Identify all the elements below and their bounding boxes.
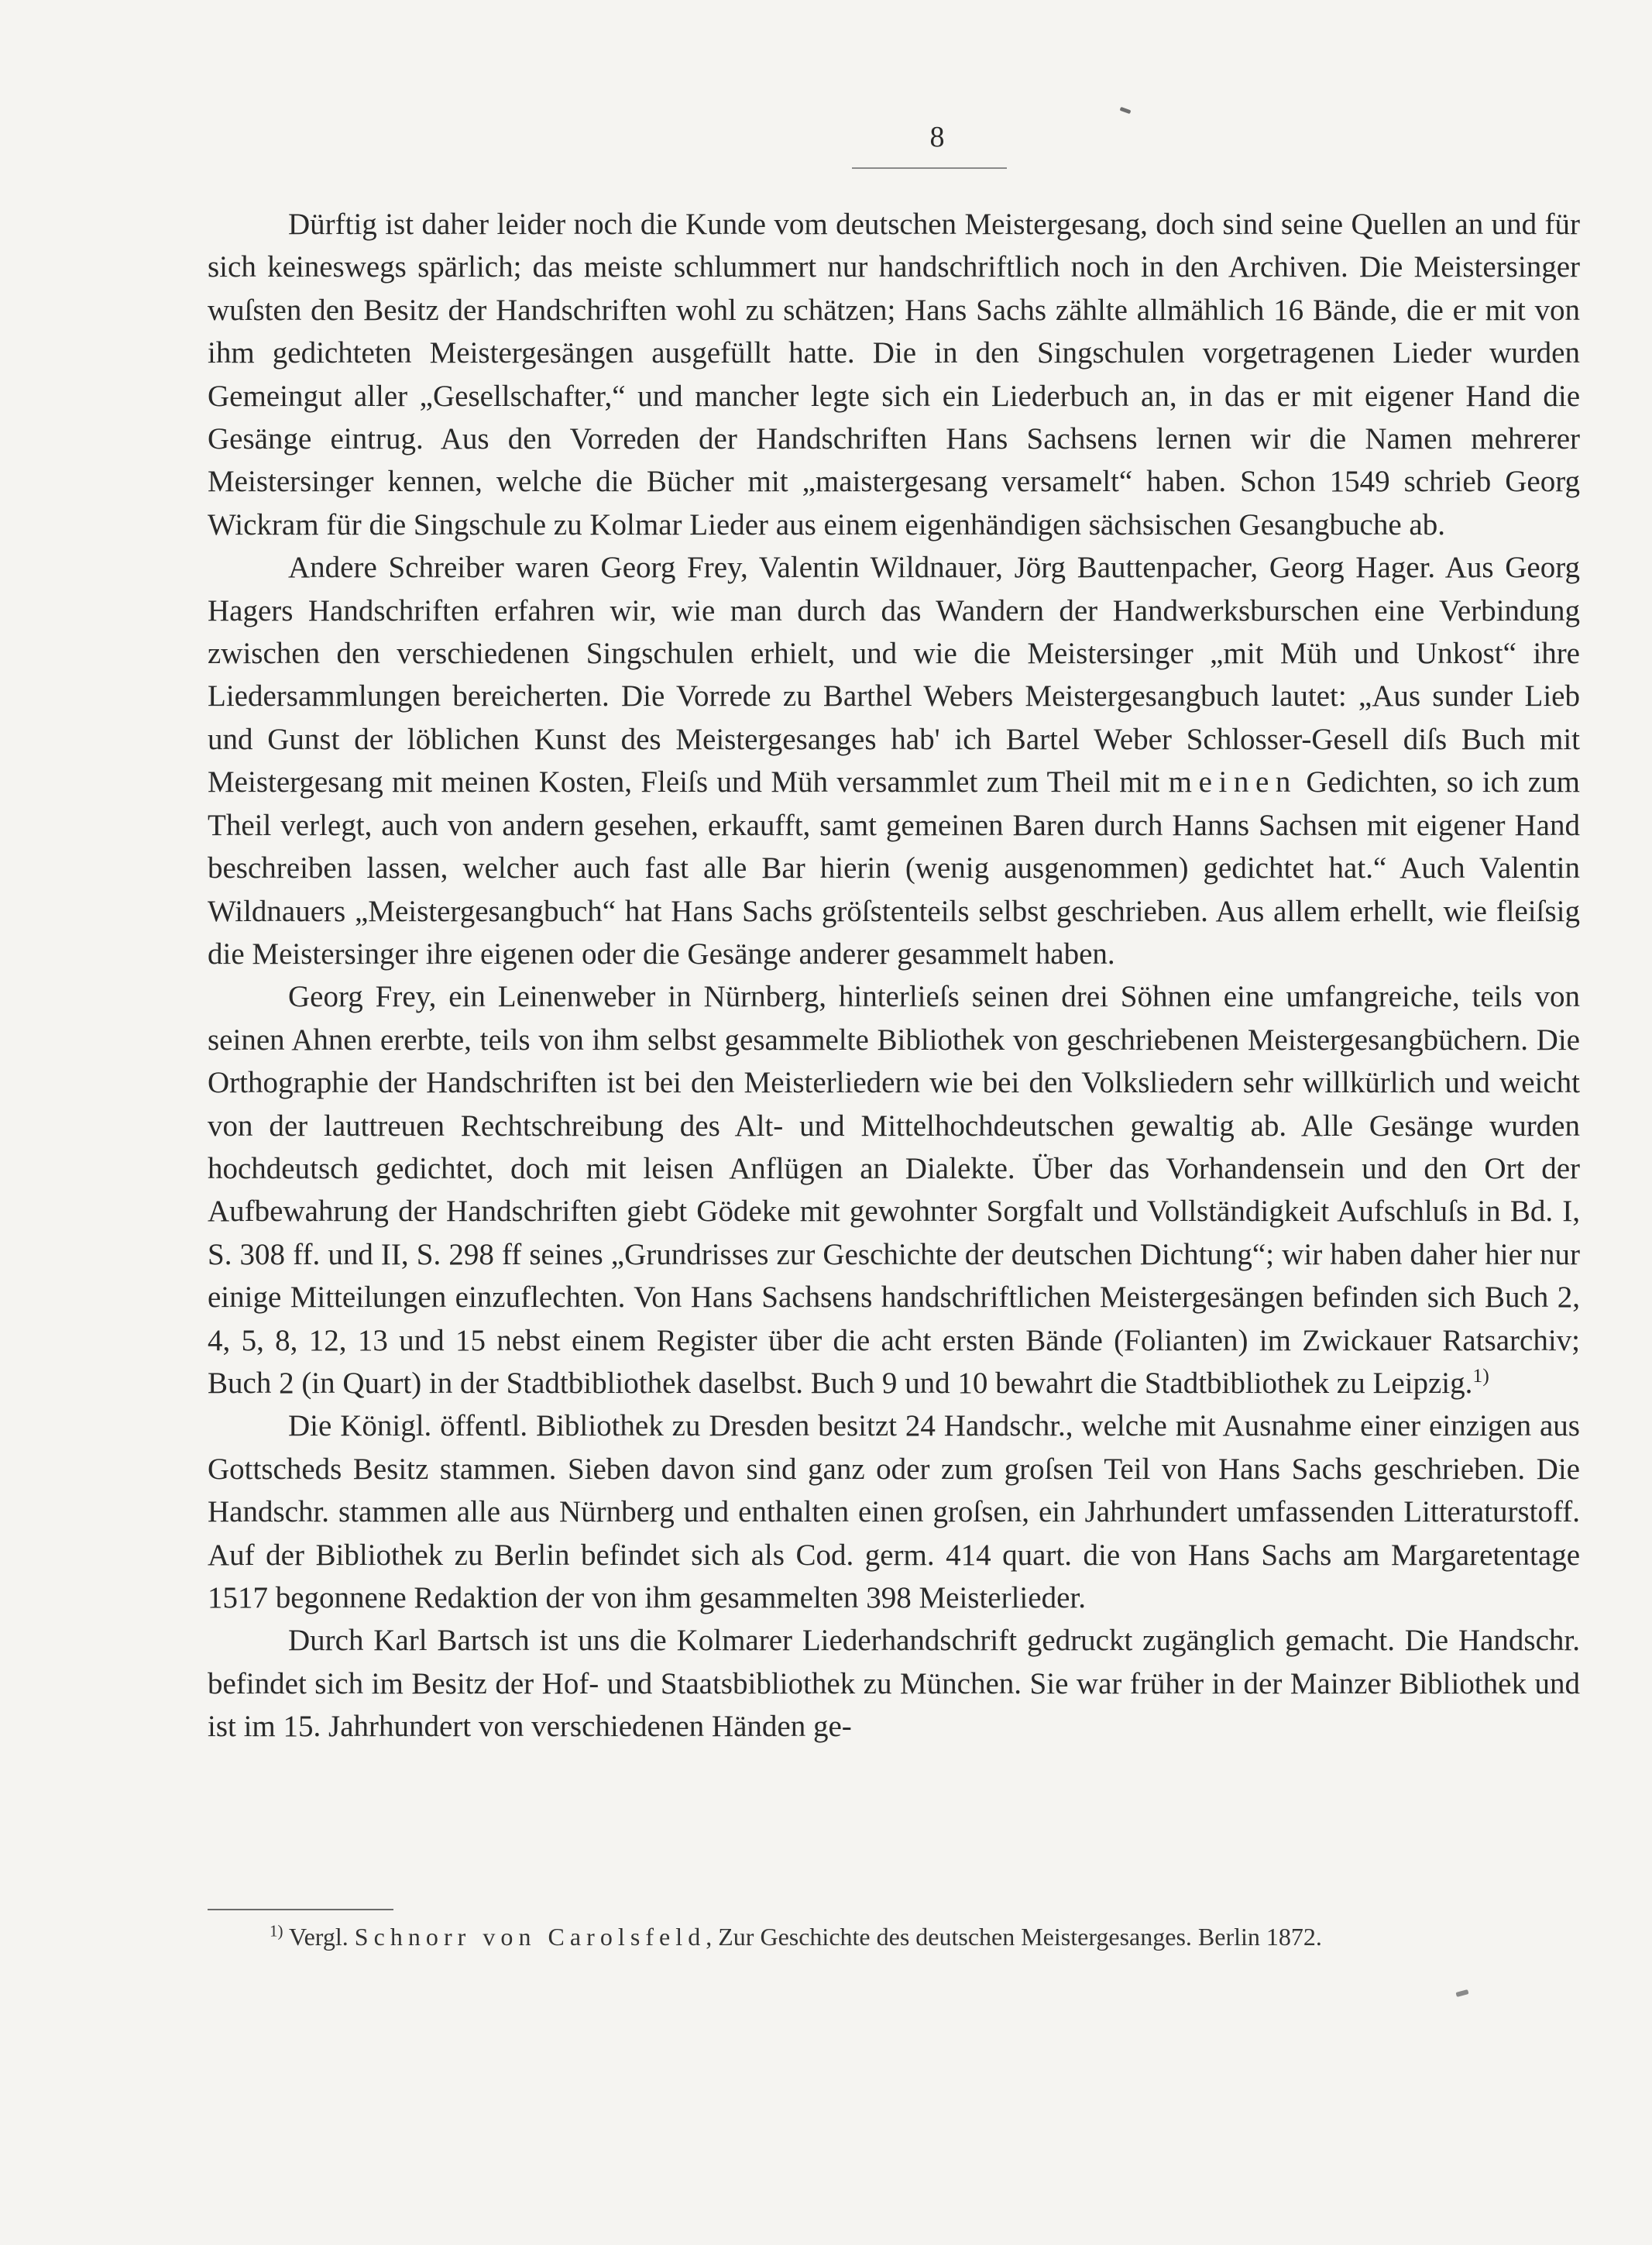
paragraph-3-text: Georg Frey, ein Leinenweber in Nürnberg, hinterlieſs seinen drei Söhnen eine umfangreiche, teils von seinen Ahnen ererbte, teils von ihm selbst gesammelte Bibliothek von geschriebenen Meistergesangbüchern. Die Orthographie der Handschriften ist bei den Meisterliedern wie bei den Volksliedern sehr willkürlich und weicht von der lauttreuen Rechtschreibung des Alt- und Mittelhochdeutschen gewaltig ab. Alle Gesänge wurden hochdeutsch gedichtet, doch mit leisen Anflügen an Dialekte. Über das Vorhandensein und den Ort der Aufbewahrung der Handschriften giebt Gödeke mit gewohnter Sorgfalt und Vollständigkeit Aufschluſs in Bd. I, S. 308 ff. und II, S. 298 ff seines „Grundrisses zur Geschichte der deutschen Dichtung“; wir haben daher hier nur einige Mitteilungen einzuflechten. Von Hans Sachsens handschriftlichen Meistergesängen befinden sich Buch 2, 4, 5, 8, 12, 13 und 15 nebst einem Register über die acht ersten Bände (Folianten) im Zwickauer Ratsarchiv; Buch 2 (in Quart) in der Stadtbibliothek daselbst. Buch 9 und 10 bewahrt die Stadtbibliothek zu Leipzig.: [208, 980, 1580, 1400]
paragraph-2-emphasis: meinen: [1168, 765, 1297, 799]
footnote-mark: 1): [270, 1921, 283, 1941]
paragraph-2: [208, 546, 1580, 975]
paragraph-4: [208, 1404, 1580, 1619]
body-text: [208, 203, 1580, 1748]
paragraph-5-text: Durch Karl Bartsch ist uns die Kolmarer Liederhandschrift gedruckt zugänglich gemacht. Die Handschr. befindet sich im Besitz der Hof- und Staatsbibliothek zu München. Sie war früher in der Mainzer Bibliothek und ist im 15. Jahrhundert von verschiedenen Händen ge-: [208, 1624, 1580, 1744]
paragraph-4-text: Die Königl. öffentl. Bibliothek zu Dresden besitzt 24 Handschr., welche mit Ausnahme einer einzigen aus Gottscheds Besitz stammen. Sieben davon sind ganz oder zum groſsen Teil von Hans Sachs geschrieben. Die Handschr. stammen alle aus Nürnberg und enthalten einen groſsen, ein Jahrhundert umfassenden Litteraturstoff. Auf der Bibliothek zu Berlin befindet sich als Cod. germ. 414 quart. die von Hans Sachs am Margaretentage 1517 begonnene Redaktion der von ihm gesammelten 398 Meisterlieder.: [208, 1409, 1580, 1614]
paragraph-2-text-after: Gedichten, so ich zum Theil verlegt, auch von andern gesehen, erkaufft, samt gemeinen Baren durch Hanns Sachsen mit eigener Hand beschreiben lassen, welcher auch fast alle Bar hierin (wenig ausgenommen) gedichtet hat.“ Auch Valentin Wildnauers „Meistergesangbuch“ hat Hans Sachs gröſstenteils selbst geschrieben. Aus allem erhellt, wie fleiſsig die Meistersinger ihre eigenen oder die Gesänge anderer gesammelt haben.: [208, 765, 1581, 971]
footnote-text-after: , Zur Geschichte des deutschen Meistergesanges. Berlin 1872.: [706, 1923, 1322, 1951]
page-number: 8: [929, 121, 945, 153]
scan-speck: [1120, 107, 1132, 114]
footnote-reference: 1): [1472, 1363, 1489, 1387]
scan-speck: [1455, 1989, 1468, 1997]
page-number-rule: [852, 167, 1007, 169]
footnote-text-before: Vergl.: [289, 1923, 355, 1951]
footnote-rule: [208, 1909, 393, 1910]
paragraph-1: [208, 203, 1580, 546]
footnote: [208, 1920, 1580, 1954]
paragraph-2-text-before: Andere Schreiber waren Georg Frey, Valentin Wildnauer, Jörg Bauttenpacher, Georg Hager. Aus Georg Hagers Handschriften erfahren wir, wie man durch das Wandern der Handwerksburschen eine Verbindung zwischen den verschiedenen Singschulen erhielt, und wie die Meistersinger „mit Müh und Unkost“ ihre Liedersammlungen bereicherten. Die Vorrede zu Barthel Webers Meistergesangbuch lautet: „Aus sunder Lieb und Gunst der löblichen Kunst des Meistergesanges hab' ich Bartel Weber Schlosser-Gesell diſs Buch mit Meistergesang mit meinen Kosten, Fleiſs und Müh versammlet zum Theil mit: [208, 551, 1580, 799]
footnote-author: Schnorr von Carolsfeld: [354, 1923, 706, 1951]
paragraph-1-text: Dürftig ist daher leider noch die Kunde vom deutschen Meistergesang, doch sind seine Quellen an und für sich keineswegs spärlich; das meiste schlummert nur handschriftlich noch in den Archiven. Die Meistersinger wuſsten den Besitz der Handschriften wohl zu schätzen; Hans Sachs zählte allmählich 16 Bände, die er mit von ihm gedichteten Meistergesängen ausgefüllt hatte. Die in den Singschulen vorgetragenen Lieder wurden Gemeingut aller „Gesellschafter,“ und mancher legte sich ein Liederbuch an, in das er mit eigener Hand die Gesänge eintrug. Aus den Vorreden der Handschriften Hans Sachsens lernen wir die Namen mehrerer Meistersinger kennen, welche die Bücher mit „maistergesang versamelt“ haben. Schon 1549 schrieb Georg Wickram für die Singschule zu Kolmar Lieder aus einem eigenhändigen sächsischen Gesangbuche ab.: [208, 208, 1580, 541]
paragraph-5: [208, 1619, 1580, 1748]
paragraph-3: [208, 975, 1580, 1404]
